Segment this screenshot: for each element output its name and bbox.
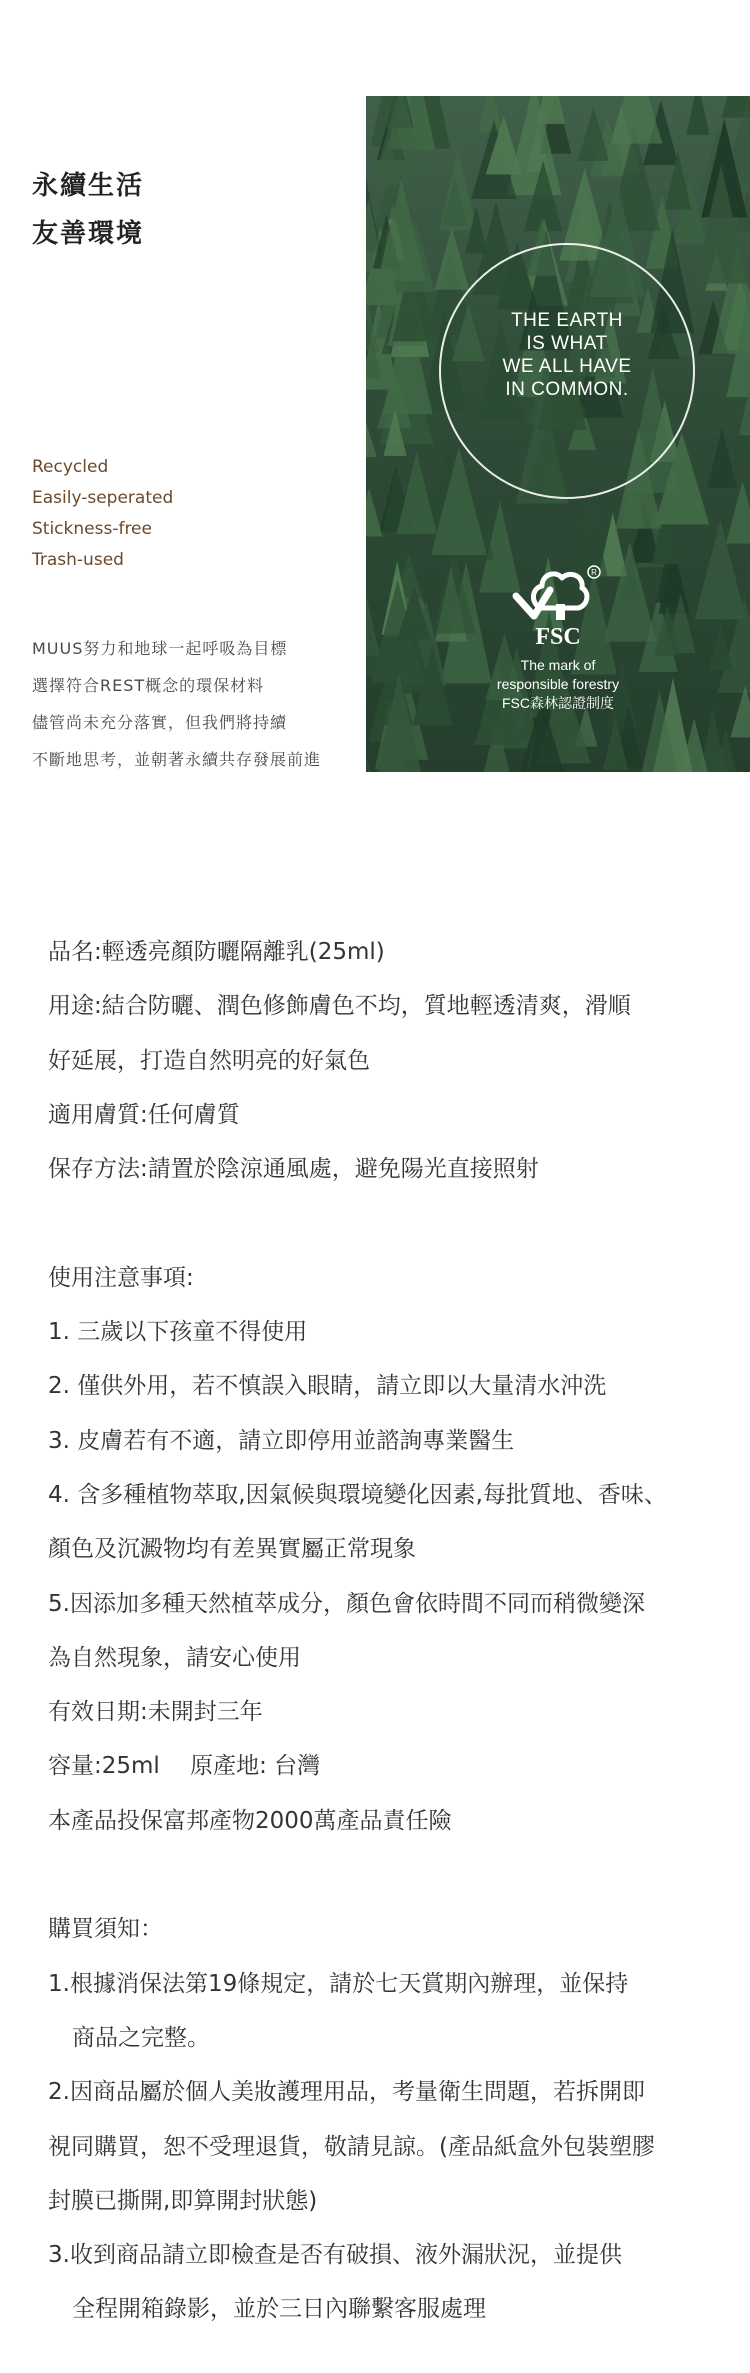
product-info [48, 925, 728, 2337]
statement-line: 儘管尚未充分落實，但我們將持續 [32, 713, 288, 732]
forest-photo [366, 96, 750, 772]
earth-slogan-line: WE ALL HAVE [502, 356, 632, 377]
feature-item: Trash-used [32, 550, 124, 570]
fsc-logo-text: FSC [535, 624, 581, 650]
caution-item-cont: 為自然現象，請安心使用 [48, 1644, 301, 1671]
product-name: 品名:輕透亮顏防曬隔離乳(25ml) [48, 939, 385, 965]
caution-item: 2. 僅供外用，若不慎誤入眼睛，請立即以大量清水沖洗 [48, 1373, 607, 1400]
purchase-item: 1.根據消保法第19條規定，請於七天賞期內辦理，並保持 [48, 1970, 629, 1997]
statement-line: 選擇符合REST概念的環保材料 [32, 676, 265, 695]
insurance-note: 本產品投保富邦產物2000萬產品責任險 [48, 1807, 452, 1834]
caution-item: 4. 含多種植物萃取,因氣候與環境變化因素,每批質地、香味、 [48, 1481, 667, 1508]
feature-item: Recycled [32, 457, 109, 477]
tree-shape [435, 227, 470, 290]
purchase-item: 3.收到商品請立即檢查是否有破損、液外漏狀況，並提供 [48, 2242, 622, 2269]
purchase-item-cont: 封膜已撕開,即算開封狀態) [48, 2187, 318, 2214]
statement-line: 不斷地思考，並朝著永續共存發展前進 [32, 750, 322, 769]
earth-slogan-line: THE EARTH [511, 310, 623, 331]
purchase-title: 購買須知： [48, 1916, 163, 1943]
purchase-item-cont: 視同購買，恕不受理退貨，敬請見諒。(產品紙盒外包裝塑膠 [48, 2133, 655, 2160]
sustainability-banner [0, 0, 750, 790]
brand-statement [32, 630, 321, 778]
tree-shape [686, 96, 709, 135]
fsc-mark-line: responsible forestry [496, 676, 620, 692]
tree-shape [439, 150, 477, 231]
purchase-item-cont: 全程開箱錄影，並於三日內聯繫客服處理 [72, 2296, 486, 2323]
fsc-tree-check-icon [510, 554, 606, 650]
fsc-mark-text [366, 656, 750, 713]
svg-text:R: R [591, 568, 597, 577]
tagline [32, 162, 144, 258]
feature-item: Easily-seperated [32, 488, 174, 508]
tree-shape [707, 428, 737, 488]
earth-slogan [439, 309, 695, 401]
capacity-origin: 容量:25ml 原產地: 台灣 [48, 1753, 321, 1780]
earth-slogan-line: IS WHAT [526, 333, 608, 354]
tagline-line-1: 永續生活 [32, 171, 145, 201]
caution-item: 5.因添加多種天然植萃成分，顏色會依時間不同而稍微變深 [48, 1590, 645, 1617]
caution-item: 1. 三歲以下孩童不得使用 [48, 1319, 308, 1346]
statement-line: MUUS努力和地球一起呼吸為目標 [32, 639, 288, 658]
fsc-mark-line: The mark of [520, 657, 596, 673]
tree-shape [726, 481, 750, 543]
feature-item: Stickness-free [32, 519, 152, 539]
spacer [48, 1848, 728, 1902]
tree-shape [366, 397, 377, 457]
product-skin-type: 適用膚質:任何膚質 [48, 1101, 240, 1128]
feature-list [32, 452, 173, 576]
tree-shape [366, 488, 382, 536]
caution-item: 3. 皮膚若有不適，請立即停用並諮詢專業醫生 [48, 1427, 515, 1454]
cautions-title: 使用注意事項: [48, 1264, 194, 1291]
fsc-cert-label: FSC森林認證制度 [502, 695, 614, 711]
tree-shape [610, 96, 662, 144]
caution-item-cont: 顏色及沉澱物均有差異實屬正常現象 [48, 1536, 416, 1563]
tree-shape [478, 96, 502, 132]
purchase-item-cont: 商品之完整。 [72, 2024, 210, 2051]
product-usage-cont: 好延展，打造自然明亮的好氣色 [48, 1047, 370, 1074]
spacer [48, 1196, 728, 1250]
tagline-line-2: 友善環境 [32, 219, 145, 249]
product-storage: 保存方法:請置於陰涼通風處，避免陽光直接照射 [48, 1156, 539, 1183]
tree-shape [537, 96, 565, 124]
earth-slogan-line: IN COMMON. [505, 379, 629, 400]
product-usage: 用途:結合防曬、潤色修飾膚色不均，質地輕透清爽，滑順 [48, 993, 631, 1020]
expiry-date: 有效日期:未開封三年 [48, 1699, 263, 1726]
purchase-item: 2.因商品屬於個人美妝護理用品，考量衛生問題，若拆開即 [48, 2079, 645, 2106]
